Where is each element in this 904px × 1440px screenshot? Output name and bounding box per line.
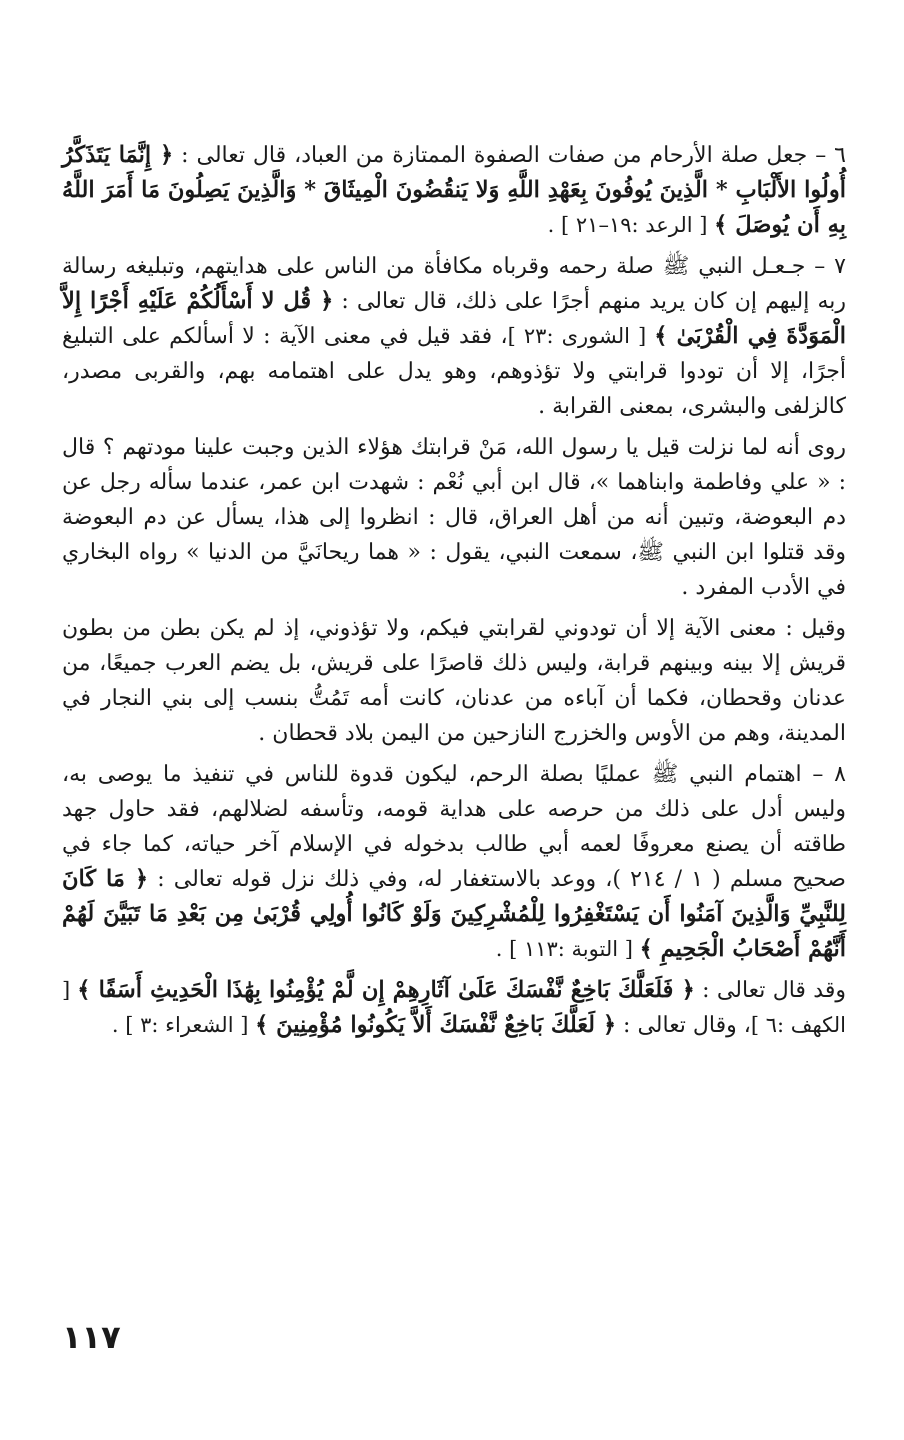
quran-verse: ﴿ إِنَّمَا يَتَذَكَّرُ أُولُوا الأَلْبَابِ * الَّذِينَ يُوفُونَ بِعَهْدِ اللَّهِ وَلا يَنقُضُونَ الْمِيثَاقَ * وَالَّذِينَ يَصِلُونَ مَا أَمَرَ اللَّهُ بِهِ أَن يُوصَلَ ﴾ [62,142,846,238]
paragraph-text: ٧ – جـعـل النبي ﷺ صلة رحمه وقرباه مكافأة من الناس على هدايتهم، وتبليغه رسالة ربه إليهم إن كان يريد منهم أجرًا على ذلك، قال تعالى : [62,254,846,314]
paragraph-text: ٦ – جعل صلة الأرحام من صفات الصفوة الممتازة من العباد، قال تعالى : [173,143,846,168]
paragraph-7 [62,249,846,424]
paragraph-8 [62,757,846,967]
quran-verse: ﴿ قُل لا أَسْأَلُكُمْ عَلَيْهِ أَجْرًا إِلاَّ الْمَوَدَّةَ فِي الْقُرْبَىٰ ﴾ [62,288,846,349]
verse-reference: [ الرعد :١٩–٢١ ] . [547,213,715,237]
paragraph-7-hadith [62,430,846,605]
paragraph-7-explanation [62,611,846,751]
paragraph-text: ، وقال تعالى : [616,1013,751,1038]
paragraph-text: ، فقد قيل في معنى الآية : لا أسألكم على التبليغ أجرًا، إلا أن تودوا قرابتي ولا تؤذوهم، وهو يدل على اهتمامه بهم، والقربى مصدر، كالزلفى والبشرى، بمعنى القرابة . [62,324,846,419]
paragraph-6 [62,138,846,243]
paragraph-text: وقد قال تعالى : [694,978,846,1003]
paragraph-text: ٨ – اهتمام النبي ﷺ عمليًا بصلة الرحم، ليكون قدوة للناس في تنفيذ ما يوصى به، وليس أدل على ذلك من حرصه على هداية قومه، وتأسفه لضلالهم، فقد حاول جهد طاقته أن يصنع معروفًا لعمه أبي طالب بدخوله في الإسلام آخر حياته، كما جاء في صحيح مسلم ( ١ / ٢١٤ )، ووعد بالاستغفار له، وفي ذلك نزل قوله تعالى : [62,762,846,892]
quran-verse: ﴿ مَا كَانَ لِلنَّبِيِّ وَالَّذِينَ آمَنُوا أَن يَسْتَغْفِرُوا لِلْمُشْرِكِينَ وَلَوْ كَانُوا أُولِي قُرْبَىٰ مِن بَعْدِ مَا تَبَيَّنَ لَهُمْ أَنَّهُمْ أَصْحَابُ الْجَحِيمِ ﴾ [62,866,846,962]
paragraph-text: روى أنه لما نزلت قيل يا رسول الله، مَنْ قرابتك هؤلاء الذين وجبت علينا مودتهم ؟ قال : « علي وفاطمة وابناهما »، قال ابن أبي نُعْم : شهدت ابن عمر، عندما سأله رجل عن دم البعوضة، وتبين أنه من أهل العراق، قال : انظروا إلى هذا، يسأل عن دم البعوضة وقد قتلوا ابن النبي ﷺ، سمعت النبي، يقول : « هما ريحانَيَّ من الدنيا » رواه البخاري في الأدب المفرد . [62,435,846,600]
quran-verse: ﴿ فَلَعَلَّكَ بَاخِعٌ نَّفْسَكَ عَلَىٰ آثَارِهِمْ إِن لَّمْ يُؤْمِنُوا بِهَٰذَا الْحَدِيثِ أَسَفًا ﴾ [77,977,695,1003]
verse-reference: [ الشورى :٢٣ ] [507,324,655,348]
verse-reference: [ التوبة :١١٣ ] . [495,937,640,961]
paragraph-8-verses [62,973,846,1043]
page-number: ١١٧ [62,1318,121,1356]
quran-verse: ﴿ لَعَلَّكَ بَاخِعٌ نَّفْسَكَ أَلاَّ يَكُونُوا مُؤْمِنِينَ ﴾ [255,1012,617,1038]
verse-reference: [ الشعراء :٣ ] . [111,1013,256,1037]
verse-reference: [ الكهف :٦ ] [62,978,846,1037]
page-body [62,138,846,1049]
paragraph-text: وقيل : معنى الآية إلا أن تودوني لقرابتي فيكم، ولا تؤذوني، إذ لم يكن بطن من بطون قريش إلا بينه وبينهم قرابة، وليس ذلك قاصرًا على قريش، بل يضم العرب جميعًا، من عدنان وقحطان، فكما أن آباءه من عدنان، كانت أمه تَمُتُّ بنسب إلى بني النجار في المدينة، وهم من الأوس والخزرج النازحين من اليمن بلاد قحطان . [62,616,846,746]
